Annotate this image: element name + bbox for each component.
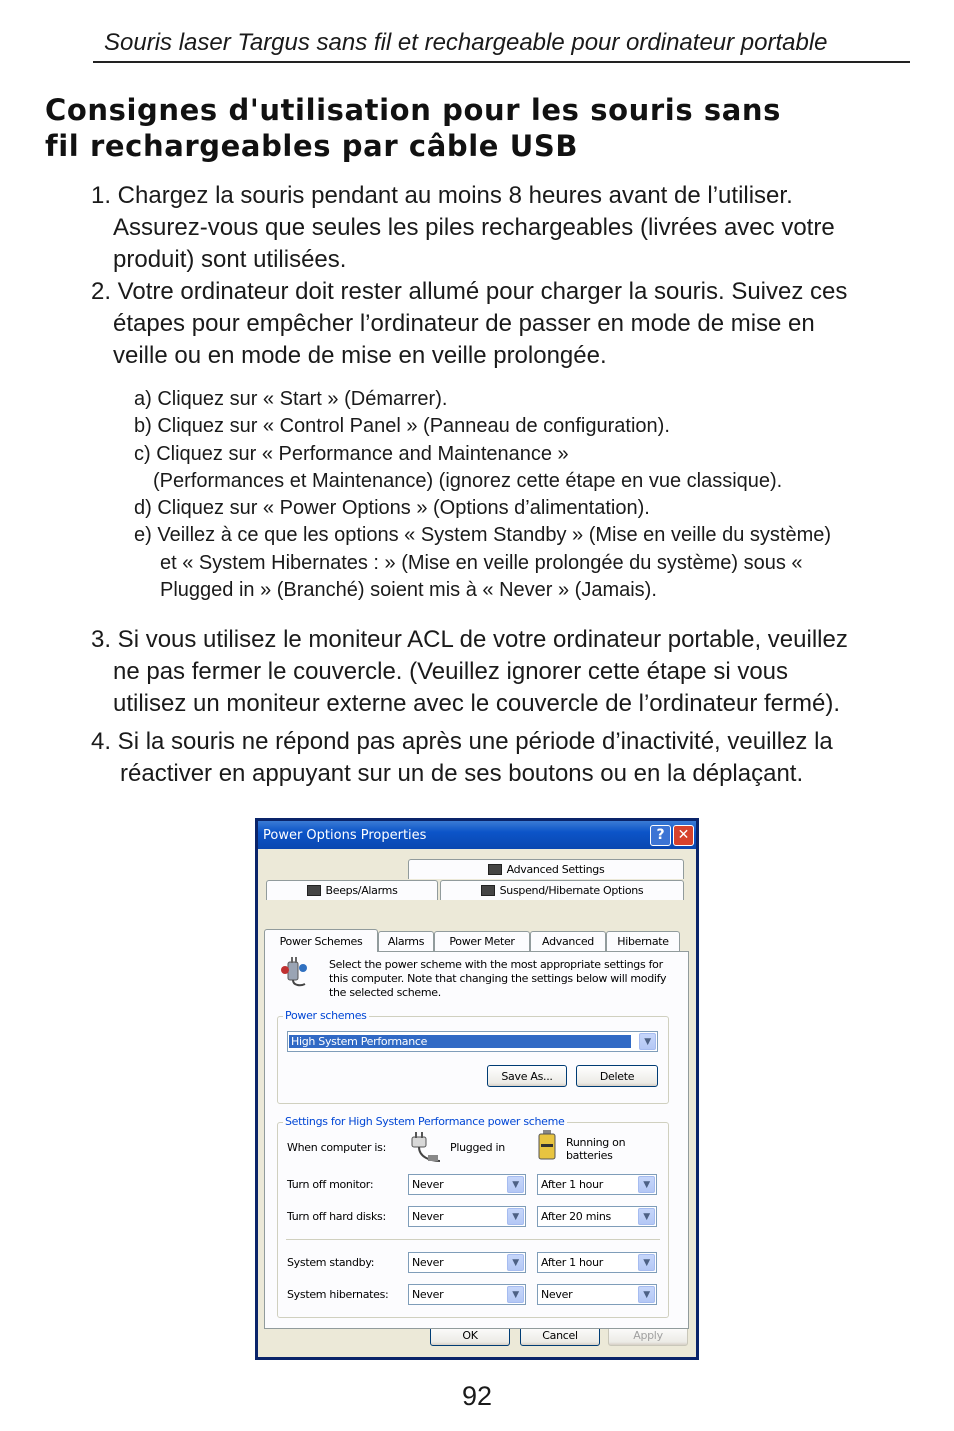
hibernate-battery-select[interactable] (537, 1284, 657, 1305)
batteries-label (566, 1136, 625, 1162)
section-heading-line1: Consignes d'utilisation pour les souris sans (45, 93, 782, 127)
power-scheme-value: High System Performance (289, 1035, 631, 1048)
tab-beeps-alarms[interactable] (266, 880, 438, 900)
tab-advanced-settings[interactable] (408, 859, 684, 879)
combo-value: After 1 hour (541, 1178, 604, 1191)
hibernate-plugged-select[interactable] (408, 1284, 526, 1305)
settings-group (277, 1115, 669, 1318)
save-as-button[interactable]: Save As... (487, 1065, 567, 1087)
chevron-down-icon[interactable]: ▼ (507, 1254, 524, 1271)
dialog-client-area (258, 849, 696, 1357)
substep-d: d) Cliquez sur « Power Options » (Options d’alimentation). (134, 497, 650, 519)
tab-alarms[interactable] (378, 931, 434, 951)
running-header: Souris laser Targus sans fil et rechargeable pour ordinateur portable (104, 29, 828, 56)
chevron-down-icon[interactable]: ▼ (638, 1254, 655, 1271)
combo-value: After 20 mins (541, 1210, 611, 1223)
tab-hibernate[interactable] (606, 931, 680, 951)
combo-value: Never (412, 1210, 444, 1223)
ok-button[interactable]: OK (430, 1324, 510, 1346)
close-button[interactable]: ✕ (673, 825, 694, 846)
power-schemes-group (277, 1009, 669, 1104)
settings-group-label: Settings for High System Performance power scheme (285, 1115, 565, 1128)
combo-value: After 1 hour (541, 1256, 604, 1269)
tab-label: Power Schemes (279, 934, 363, 948)
chevron-down-icon[interactable]: ▼ (507, 1208, 524, 1225)
plug-icon (408, 1131, 444, 1165)
tab-label: Suspend/Hibernate Options (499, 884, 644, 897)
monitor-icon (481, 885, 495, 896)
tab-label: Advanced Settings (506, 863, 605, 876)
system-standby-label: System standby: (287, 1256, 375, 1269)
when-computer-is-label: When computer is: (287, 1141, 387, 1154)
monitor-icon (307, 885, 321, 896)
combo-value: Never (412, 1288, 444, 1301)
tab-label: Alarms (387, 935, 425, 948)
substep-e-line3: Plugged in » (Branché) soient mis à « Never » (Jamais). (160, 579, 657, 601)
substep-e-line2: et « System Hibernates : » (Mise en veille prolongée du système) sous « (160, 552, 803, 574)
chevron-down-icon[interactable]: ▼ (638, 1176, 655, 1193)
substep-c-line1: c) Cliquez sur « Performance and Maintenance » (134, 443, 569, 465)
batteries-label-line1: Running on (566, 1136, 626, 1149)
batteries-label-line2: batteries (566, 1149, 613, 1162)
combo-value: Never (541, 1288, 573, 1301)
scheme-description (329, 958, 666, 1000)
header-rule (93, 61, 910, 63)
power-plug-icon (279, 956, 313, 990)
cancel-button[interactable]: Cancel (520, 1324, 600, 1346)
section-heading (45, 92, 925, 164)
battery-icon (536, 1129, 558, 1161)
dialog-title: Power Options Properties (263, 827, 427, 843)
tab-power-schemes[interactable] (264, 929, 378, 952)
step-1-line2: Assurez-vous que seules les piles rechargeables (livrées avec votre (113, 214, 835, 241)
substep-e-line1: e) Veillez à ce que les options « System Standby » (Mise en veille du système) (134, 524, 832, 546)
step-3-line2: ne pas fermer le couvercle. (Veuillez ignorer cette étape si vous (113, 658, 789, 685)
settings-separator (286, 1239, 660, 1240)
monitor-icon (488, 864, 502, 875)
chevron-down-icon[interactable]: ▼ (638, 1208, 655, 1225)
plugged-in-label: Plugged in (450, 1141, 505, 1154)
section-heading-line2: fil rechargeables par câble USB (45, 129, 579, 163)
substep-b: b) Cliquez sur « Control Panel » (Panneau de configuration). (134, 415, 670, 437)
delete-button[interactable]: Delete (576, 1065, 658, 1087)
tab-advanced[interactable] (530, 931, 606, 951)
combo-value: Never (412, 1178, 444, 1191)
step-2-line3: veille ou en mode de mise en veille prolongée. (113, 342, 607, 369)
tab-power-meter[interactable] (434, 931, 530, 951)
chevron-down-icon[interactable]: ▼ (638, 1286, 655, 1303)
tab-label: Beeps/Alarms (325, 884, 398, 897)
substep-c-line2: (Performances et Maintenance) (ignorez cette étape en vue classique). (153, 470, 783, 492)
monitor-plugged-select[interactable] (408, 1174, 526, 1195)
description-line3: the selected scheme. (329, 986, 441, 999)
chevron-down-icon[interactable]: ▼ (507, 1286, 524, 1303)
tab-label: Advanced (542, 935, 594, 948)
standby-battery-select[interactable] (537, 1252, 657, 1273)
chevron-down-icon[interactable]: ▼ (507, 1176, 524, 1193)
standby-plugged-select[interactable] (408, 1252, 526, 1273)
monitor-battery-select[interactable] (537, 1174, 657, 1195)
tab-label: Hibernate (617, 935, 669, 948)
system-hibernates-label: System hibernates: (287, 1288, 389, 1301)
step-4-line2: réactiver en appuyant sur un de ses boutons ou en la déplaçant. (120, 760, 804, 787)
turn-off-disks-label: Turn off hard disks: (287, 1210, 386, 1223)
power-schemes-label: Power schemes (285, 1009, 367, 1022)
power-scheme-select[interactable] (287, 1031, 658, 1052)
help-button[interactable]: ? (650, 825, 671, 846)
power-schemes-panel (264, 951, 689, 1329)
step-4-line1: 4. Si la souris ne répond pas après une période d’inactivité, veuillez la (91, 728, 833, 755)
disks-plugged-select[interactable] (408, 1206, 526, 1227)
power-options-dialog (255, 818, 699, 1360)
turn-off-monitor-label: Turn off monitor: (287, 1178, 374, 1191)
dialog-titlebar[interactable] (258, 821, 696, 849)
disks-battery-select[interactable] (537, 1206, 657, 1227)
combo-value: Never (412, 1256, 444, 1269)
substep-a: a) Cliquez sur « Start » (Démarrer). (134, 388, 448, 410)
step-1-line1: 1. Chargez la souris pendant au moins 8 heures avant de l’utiliser. (91, 182, 793, 209)
step-2-line1: 2. Votre ordinateur doit rester allumé pour charger la souris. Suivez ces (91, 278, 848, 305)
step-3-line3: utilisez un moniteur externe avec le couvercle de l’ordinateur fermé). (113, 690, 841, 717)
step-2-line2: étapes pour empêcher l’ordinateur de passer en mode de mise en (113, 310, 815, 337)
description-line2: this computer. Note that changing the settings below will modify (329, 972, 667, 985)
tab-label: Power Meter (449, 935, 515, 948)
step-3-line1: 3. Si vous utilisez le moniteur ACL de votre ordinateur portable, veuillez (91, 626, 848, 653)
page-number: 92 (461, 1381, 493, 1411)
description-line1: Select the power scheme with the most appropriate settings for (329, 958, 663, 971)
step-1-line3: produit) sont utilisées. (113, 246, 347, 273)
chevron-down-icon[interactable]: ▼ (639, 1033, 656, 1050)
apply-button[interactable]: Apply (608, 1324, 688, 1346)
tab-suspend-hibernate[interactable] (440, 880, 684, 900)
